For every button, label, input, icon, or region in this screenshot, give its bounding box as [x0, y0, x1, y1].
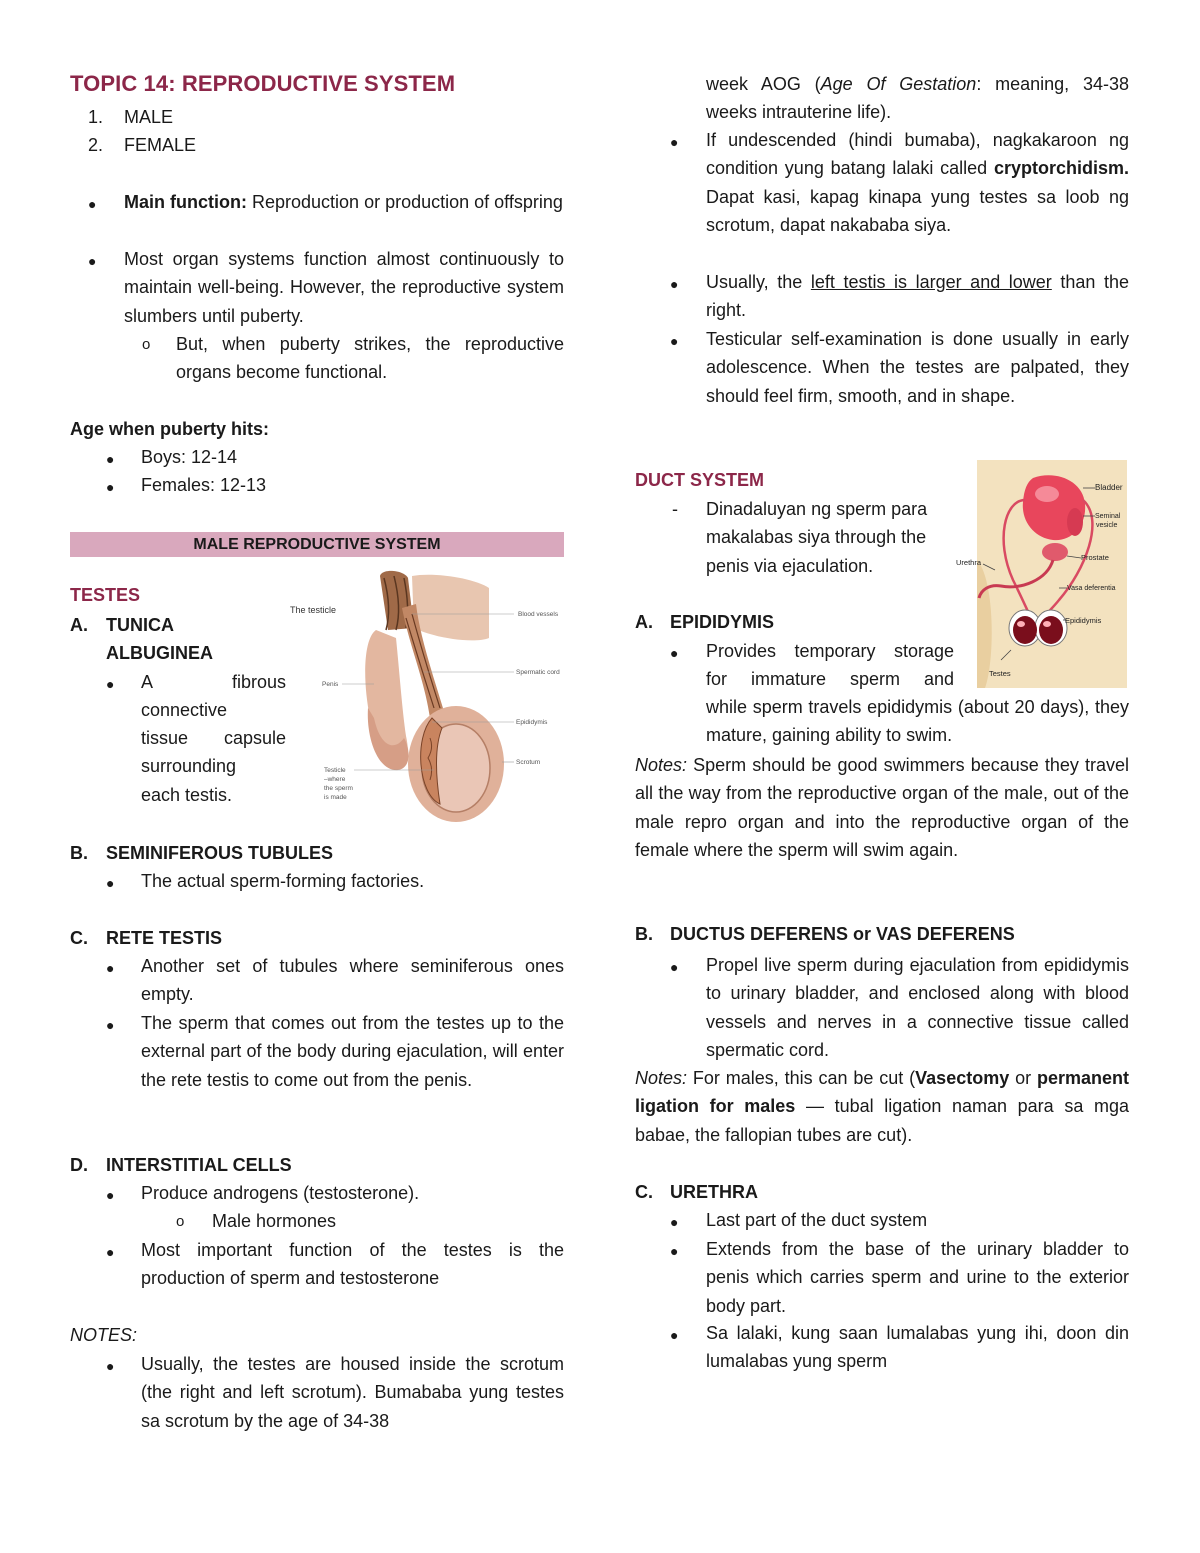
epididymis-notes: Notes: Sperm should be good swimmers because they travel all the way from the reproductive organ of the male, out of the male repro organ and into the reproductive organ of the female where the sperm will swim again.: [635, 755, 1129, 861]
rete-bullet-1: Another set of tubules where seminiferous ones empty.: [141, 956, 564, 1005]
urethra-bullet-3: Sa lalaki, kung saan lumalabas yung ihi, doon din lumalabas yung sperm: [706, 1323, 1129, 1372]
duct-line: makalabas siya through the: [706, 527, 927, 547]
figure-label: Testicle: [324, 767, 346, 774]
figure-label: Blood vessels: [518, 611, 559, 618]
svg-text:the sperm: the sperm: [324, 785, 353, 792]
puberty-boys: Boys: 12-14: [141, 447, 238, 467]
sub-bullet-icon: o: [176, 1213, 185, 1230]
bullet-icon: ●: [670, 134, 679, 150]
duct-system-figure: [955, 460, 1127, 688]
main-function-bullet: [124, 188, 564, 216]
figure-label: Seminal: [1095, 513, 1121, 520]
figure-label: Prostate: [1081, 553, 1109, 562]
epididymis-title: EPIDIDYMIS: [670, 612, 775, 632]
svg-text:is made: is made: [324, 794, 347, 801]
tunica-title-2: ALBUGINEA: [106, 643, 213, 663]
main-function-label: Main function:: [124, 192, 247, 212]
figure-label: Vasa deferentia: [1067, 585, 1116, 592]
section-banner: MALE REPRODUCTIVE SYSTEM: [70, 532, 564, 557]
epididymis-letter: A.: [635, 612, 653, 632]
seminiferous-bullet: The actual sperm-forming factories.: [141, 871, 425, 891]
puberty-sub-bullet: But, when puberty strikes, the reproductive organs become functional.: [176, 334, 564, 383]
urethra-bullet-2: Extends from the base of the urinary bladder to penis which carries sperm and urine to the exterior body part.: [706, 1239, 1129, 1316]
list-item-number: 2.: [88, 135, 104, 155]
figure-label: Bladder: [1095, 483, 1123, 492]
urethra-bullet-1: Last part of the duct system: [706, 1210, 928, 1230]
testes-heading: TESTES: [70, 585, 141, 605]
notes-continuation: week AOG (Age Of Gestation: meaning, 34-38 weeks intrauterine life).: [706, 74, 1130, 123]
puberty-heading: Age when puberty hits:: [70, 419, 270, 439]
testicle-figure: [284, 568, 570, 830]
bullet-icon: ●: [88, 196, 97, 212]
figure-label: Urethra: [956, 558, 982, 567]
bullet-icon: ●: [670, 333, 679, 349]
ductus-letter: B.: [635, 924, 653, 944]
list-item-female: FEMALE: [124, 135, 197, 155]
epididymis-line-1: Provides temporary storage: [706, 641, 954, 661]
bullet-icon: ●: [106, 1358, 115, 1374]
tunica-letter: A.: [70, 615, 88, 635]
rete-title: RETE TESTIS: [106, 928, 223, 948]
duct-system-illustration: [955, 460, 1127, 688]
bullet-icon: ●: [670, 276, 679, 292]
ductus-bullet: Propel live sperm during ejaculation from epididymis to urinary bladder, and enclosed along with blood vessels and nerves in a connective tissue called spermatic cord.: [706, 955, 1129, 1061]
interstitial-sub-bullet: Male hormones: [212, 1211, 337, 1231]
sub-bullet-icon: o: [142, 336, 151, 353]
tunica-line: tissue capsule: [141, 728, 286, 748]
bullet-icon: ●: [88, 253, 97, 269]
bullet-icon: ●: [106, 1017, 115, 1033]
bullet-icon: ●: [670, 1243, 679, 1259]
duct-line: penis via ejaculation.: [706, 556, 874, 576]
list-item-number: 1.: [88, 107, 104, 127]
svg-text:vesicle: vesicle: [1096, 522, 1118, 529]
notes-label: NOTES:: [70, 1325, 138, 1345]
figure-label: Penis: [322, 681, 339, 688]
epididymis-rest: while sperm travels epididymis (about 20 days), they mature, gaining ability to swim.: [706, 697, 1129, 746]
bullet-icon: ●: [106, 1244, 115, 1260]
urethra-title: URETHRA: [670, 1182, 758, 1202]
interstitial-bullet-2: Most important function of the testes is the production of sperm and testosterone: [141, 1240, 564, 1289]
notes-bullet-1: Usually, the testes are housed inside the scrotum (the right and left scrotum). Bumababa yung testes sa scrotum by the age of 34-38: [141, 1354, 564, 1431]
tunica-line: connective: [141, 700, 228, 720]
bullet-icon: ●: [670, 959, 679, 975]
figure-label: Scrotum: [516, 759, 541, 766]
ductus-notes: Notes: For males, this can be cut (Vasectomy or permanent ligation for males — tubal ligation naman para sa mga babae, the fallopian tubes are cut).: [635, 1068, 1130, 1145]
epididymis-line-2: for immature sperm and: [706, 669, 954, 689]
figure-label: Spermatic cord: [516, 669, 560, 676]
figure-label: Epididymis: [516, 719, 548, 726]
interstitial-bullet-1: Produce androgens (testosterone).: [141, 1183, 420, 1203]
left-testis-bullet: Usually, the left testis is larger and lower than the right.: [706, 272, 1130, 321]
bullet-icon: ●: [670, 645, 679, 661]
bullet-icon: ●: [106, 875, 115, 891]
bullet-icon: ●: [106, 960, 115, 976]
interstitial-title: INTERSTITIAL CELLS: [106, 1155, 292, 1175]
figure-label: Epididymis: [1065, 616, 1102, 625]
bullet-icon: ●: [670, 1327, 679, 1343]
bullet-icon: ●: [670, 1214, 679, 1230]
rete-bullet-2: The sperm that comes out from the testes up to the external part of the body during ejaculation, will enter the rete testis to come out from the penis.: [141, 1013, 564, 1090]
tunica-line: surrounding: [141, 756, 237, 776]
bullet-icon: ●: [106, 451, 115, 467]
main-function-text: Reproduction or production of offspring: [252, 192, 563, 212]
bullet-icon: ●: [106, 676, 115, 692]
interstitial-letter: D.: [70, 1155, 88, 1175]
page-title: TOPIC 14: REPRODUCTIVE SYSTEM: [70, 71, 456, 96]
tunica-line: each testis.: [141, 785, 233, 805]
figure-label: Testes: [989, 669, 1011, 678]
undescended-bullet: If undescended (hindi bumaba), nagkakaroon ng condition yung batang lalaki called cryptorchidism. Dapat kasi, kapag kinapa yung testes sa loob ng scrotum, dapat nakababa siya.: [706, 130, 1129, 236]
tunica-title-1: TUNICA: [106, 615, 174, 635]
puberty-females: Females: 12-13: [141, 475, 267, 495]
dash-icon: -: [672, 499, 678, 519]
tunica-line: A fibrous: [141, 672, 286, 692]
bullet-icon: ●: [106, 479, 115, 495]
duct-line: Dinadaluyan ng sperm para: [706, 499, 928, 519]
svg-text:–where: –where: [324, 776, 346, 783]
ductus-title: DUCTUS DEFERENS or VAS DEFERENS: [670, 924, 1015, 944]
testicle-illustration: [284, 568, 570, 830]
seminiferous-title: SEMINIFEROUS TUBULES: [106, 843, 334, 863]
urethra-letter: C.: [635, 1182, 653, 1202]
organ-systems-bullet: Most organ systems function almost continuously to maintain well-being. However, the reproductive system slumbers until puberty.: [124, 249, 564, 326]
seminiferous-letter: B.: [70, 843, 88, 863]
duct-system-heading: DUCT SYSTEM: [635, 470, 765, 490]
rete-letter: C.: [70, 928, 88, 948]
self-exam-bullet: Testicular self-examination is done usually in early adolescence. When the testes are palpated, they should feel firm, smooth, and in shape.: [706, 329, 1129, 406]
bullet-icon: ●: [106, 1187, 115, 1203]
figure-caption: The testicle: [290, 605, 337, 615]
list-item-male: MALE: [124, 107, 174, 127]
